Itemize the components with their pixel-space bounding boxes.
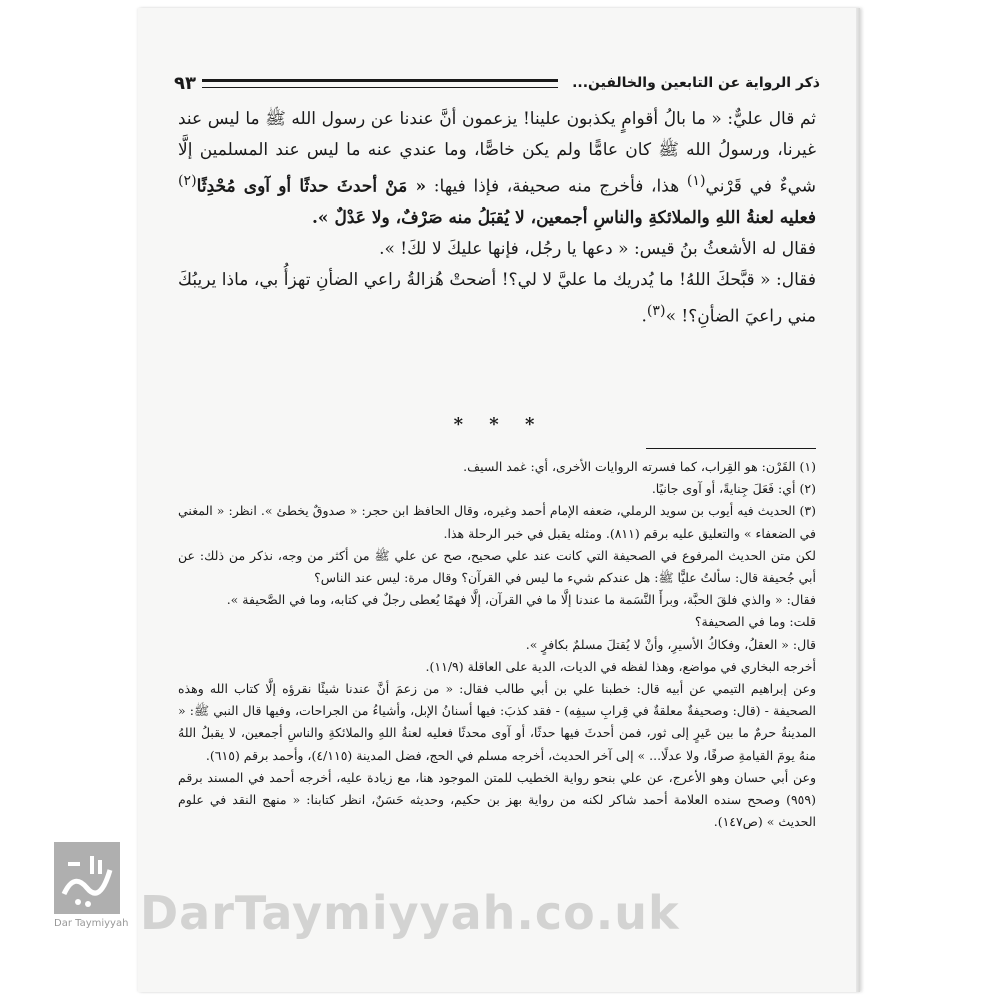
- footnote-marker: (٢): [178, 173, 197, 189]
- footnote: (٣) الحديث فيه أيوب بن سويد الرملي، ضعفه الإمام أحمد وغيره، وقال الحافظ ابن حجر: « صدوقٌ يخطئ ». انظر: « المغني في الضعفاء » والتعليق عليه برقم (٨١١). ومثله يقبل في خبر الرحلة هذا.: [178, 503, 816, 541]
- footnote-marker: (١): [686, 173, 706, 189]
- running-head-title: ذكر الرواية عن التابعين والخالفين...: [572, 75, 820, 91]
- footnote: أخرجه البخاري في مواضع، وهذا لفظه في الديات، الدية على العاقلة (١١/٩).: [425, 658, 816, 674]
- book-page: [138, 8, 860, 992]
- section-separator: * * *: [453, 414, 545, 435]
- main-text: [178, 104, 816, 332]
- page-number: ٩٣: [174, 72, 196, 94]
- hadith-quote: « مَنْ أحدثَ حدثًا أو آوى مُحْدِثًا: [196, 176, 427, 197]
- text-run: ثم قال عليٌّ: « ما بالُ أقوامٍ يكذبون علينا! يزعمون أنَّ عندنا عن رسول الله ﷺ ما ليس عند غيرنا، ورسولُ الله ﷺ كان عامًّا ولم يكن خاصًّا، وما عندي عنه ما ليس عند المسلمين إلَّا شيءٌ في قَرْني: [178, 109, 817, 197]
- watermark-label: Dar Taymiyyah: [54, 918, 129, 929]
- watermark-url: DarTaymiyyah.co.uk: [140, 886, 680, 940]
- running-head-rule: [202, 79, 558, 88]
- footnote: قلت: وما في الصحيفة؟: [694, 614, 816, 630]
- paragraph: فقال له الأشعثُ بنُ قيس: « دعها يا رجُل، فإنها عليكَ لا لكَ! ».: [379, 238, 816, 259]
- text-run: هذا، فأخرج منه صحيفة، فإذا فيها:: [433, 176, 680, 197]
- logo-mark: [54, 842, 120, 914]
- text-run: .: [641, 306, 647, 327]
- running-head: [174, 68, 820, 98]
- footnote-rule: [646, 448, 816, 449]
- text-run: فقال: « قبَّحكَ اللهُ! ما يُدريك ما عليَّ لا لي؟! أضحتْ هُزالةُ راعي الضأنِ تهزأُ بي، ماذا يريبُكَ مني راعيَ الضأنِ؟! »: [178, 269, 816, 327]
- footnote: (١) القَرْن: هو القِراب، كما فسرته الروايات الأخرى، أي: غمد السيف.: [463, 459, 816, 474]
- paragraph: [178, 265, 816, 333]
- footnote: وعن أبي حسان وهو الأعرج، عن علي بنحو رواية الخطيب للمتن الموجود هنا، مع زيادة عليه، أخرجه أحمد في المسند برقم (٩٥٩) وصحح سنده العلامة أحمد شاكر لكنه من رواية بهز بن حكيم، وحديثه حَسَنٌ، انظر كتابنا: « منهج النقد في علوم الحديث » (ص١٤٧).: [178, 769, 816, 830]
- footnote-marker: (٣): [646, 302, 666, 319]
- publisher-logo-icon: [54, 842, 129, 936]
- footnote: وعن إبراهيم التيمي عن أبيه قال: خطبنا علي بن أبي طالب فقال: « من زعمَ أنَّ عندنا شيئًا نقرؤه إلَّا كتاب الله وهذه الصحيفة - (قال: وصحيفةٌ معلقةٌ في قِرابِ سيفِه) - فقد كذبَ: فيها أسنانُ الإبل، وأشياءُ من الجراحات، وفيها قال النبي ﷺ: « المدينةُ حرمٌ ما بين عَيرٍ إلى ثور، فمن أحدثَ فيها حدثًا، أو آوى محدثًا فعليه لعنةُ اللهِ والملائكةِ والناسِ أجمعين، لا يقبلُ اللهُ منهُ يومَ القيامةِ صرفًا، ولا عدلًا... » إلى آخر الحديث، أخرجه مسلم في الحج، فضل المدينة (٤/١١٥)، وأحمد برقم (٦١٥).: [178, 681, 816, 763]
- footnote: قال: « العقلُ، وفكاكُ الأسيرِ، وأنْ لا يُقتلَ مسلمٌ بكافرٍ ».: [525, 636, 816, 652]
- footnote: لكن متن الحديث المرفوع في الصحيفة التي كانت عند علي صحيح، صح عن علي ﷺ من أكثر من وجه، نذكر من ذلك: عن أبي جُحيفة قال: سألتُ عليًّا ﷺ: هل عندكم شيء ما ليس في القرآن؟ وقال مرة: ليس عند الناس؟: [178, 547, 816, 586]
- footnote: (٢) أي: فَعَلَ جِنايةً، أو آوى جانيًا.: [651, 481, 816, 497]
- footnotes: [178, 456, 816, 833]
- paragraph: [178, 104, 816, 234]
- footnote: فقال: « والذي فلقَ الحبَّة، وبرأَ النَّسَمة ما عندنا إلَّا ما في القرآن، إلَّا فهمًا يُعطى رجلٌ في كتابه، وما في الصَّحيفة ».: [226, 592, 816, 608]
- hadith-quote: فعليه لعنةُ اللهِ والملائكةِ والناسِ أجمعين، لا يُقبَلُ منه صَرْفٌ، ولا عَدْلٌ ».: [312, 207, 816, 228]
- page-edge: [856, 8, 860, 992]
